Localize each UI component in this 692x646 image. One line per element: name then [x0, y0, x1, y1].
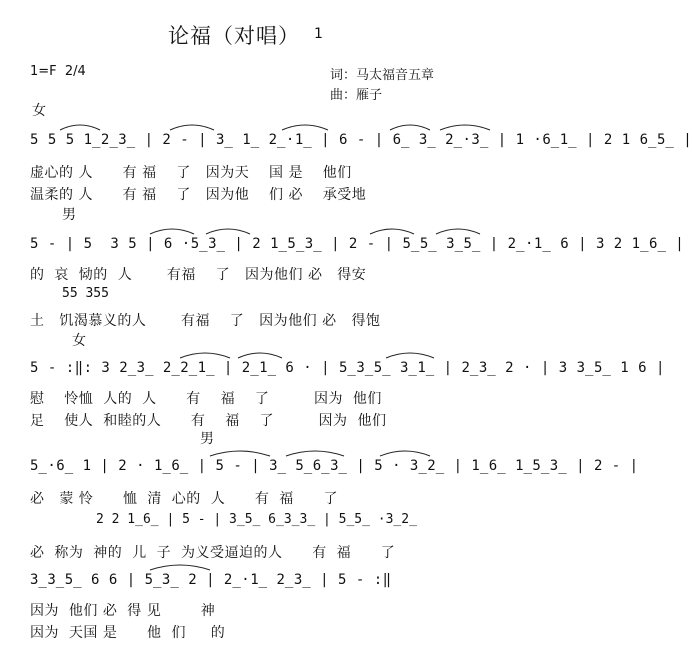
page-number: 1: [314, 26, 323, 42]
lyrics-line-4a: 必 蒙 怜 恤 清 心的 人 有 福 了: [30, 491, 339, 507]
lyrics-line-4b: 必 称为 神的 儿 子 为义受逼迫的人 有 福 了: [30, 545, 396, 561]
role-male-2: 男: [200, 431, 214, 447]
composer-credit: 曲：雁子: [330, 88, 383, 103]
notation-line-3: 5 - :‖: 3 2̲3̲ 2̲2̲1̲ | 2̲1̲ 6 · | 5̲3̲5̲ 3̲1̲ | 2̲3̲ 2 · | 3 3̲5̲ 1 6 |: [30, 360, 665, 376]
lyrics-line-5a: 因为 他们 必 得 见 神: [30, 603, 216, 619]
lyrics-line-3a: 慰 怜恤 人的 人 有 福 了 因为 他们: [30, 391, 382, 407]
alternate-notes-4: 2 2 1̲6̲ | 5 - | 3̲5̲ 6̲3̲3̲ | 5̲5̲ ·3̲2̲: [96, 512, 417, 527]
notation-line-2: 5 - | 5 3 5 | 6 ·5̲3̲ | 2 1̲5̲3̲ | 2 - | 5̲5̲ 3̲5̲ | 2̲·1̲ 6 | 3 2 1̲6̲ |: [30, 236, 685, 252]
lyrics-line-2a: 的 哀 恸的 人 有福 了 因为他们 必 得安: [30, 267, 367, 283]
notation-line-1: 5 5 5 1̲2̲3̲ | 2 - | 3̲ 1̲ 2̲·1̲ | 6 - | 6̲ 3̲ 2̲·3̲ | 1 ·6̲1̲ | 2 1 6̲5̲ |: [30, 132, 692, 148]
lyrics-line-5b: 因为 天国 是 他 们 的: [30, 625, 226, 641]
notation-line-5: 3̲3̲5̲ 6 6 | 5̲3̲ 2 | 2̲·1̲ 2̲3̲ | 5 - :‖: [30, 572, 392, 588]
key-signature: 1=F 2/4: [30, 64, 86, 79]
notation-line-4: 5̲·6̲ 1 | 2 · 1̲6̲ | 5 - | 3̲ 5̲6̲3̲ | 5 · 3̲2̲ | 1̲6̲ 1̲5̲3̲ | 2 - |: [30, 458, 639, 474]
role-female-2: 女: [72, 333, 86, 349]
lyricist-credit: 词：马太福音五章: [330, 68, 435, 83]
role-male: 男: [62, 207, 76, 223]
lyrics-line-1a: 虚心的 人 有 福 了 因为天 国 是 他们: [30, 165, 352, 181]
song-title: 论福（对唱）: [168, 24, 300, 48]
alternate-notes-2: 55 355: [62, 286, 109, 301]
lyrics-line-1b: 温柔的 人 有 福 了 因为他 们 必 承受地: [30, 187, 367, 203]
lyrics-line-2b: 土 饥渴慕义的人 有福 了 因为他们 必 得饱: [30, 313, 381, 329]
lyrics-line-3b: 足 使人 和睦的人 有 福 了 因为 他们: [30, 413, 387, 429]
role-female: 女: [32, 103, 46, 119]
